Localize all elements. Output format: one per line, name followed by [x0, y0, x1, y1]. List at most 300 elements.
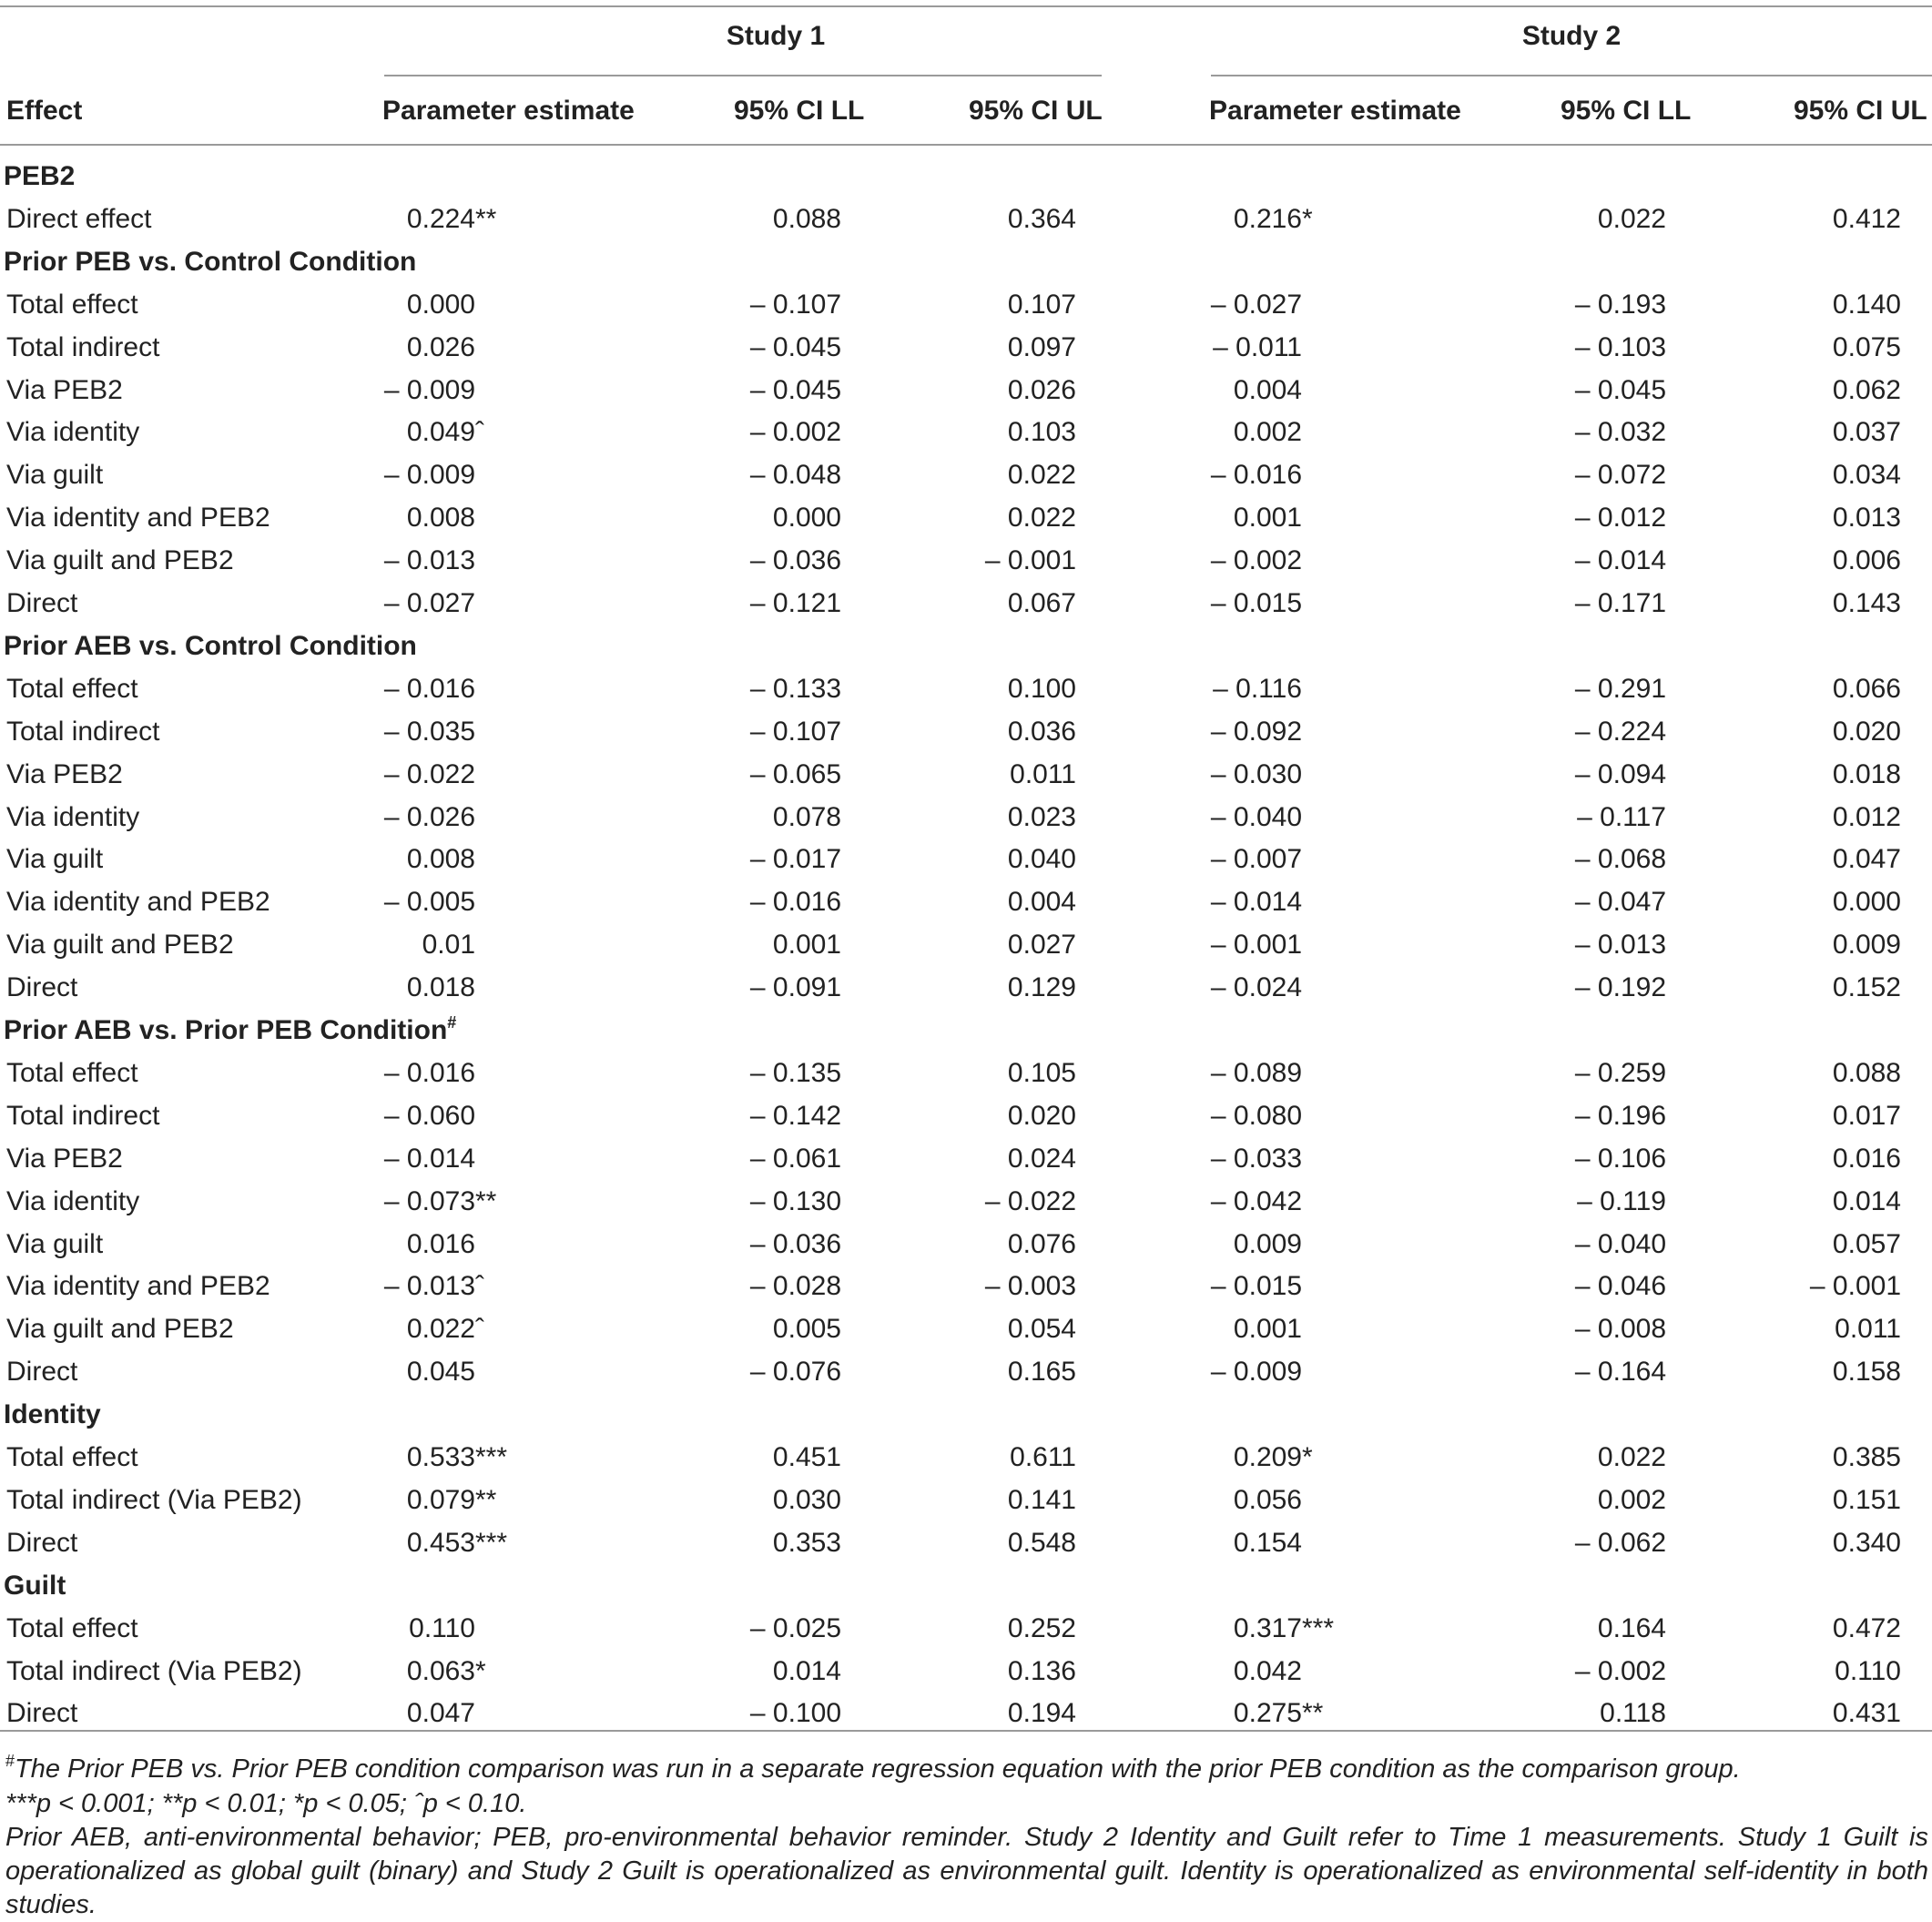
- s2-ul-cell: 0.057: [1832, 1229, 1901, 1259]
- s2-ul-cell: 0.016: [1832, 1144, 1901, 1174]
- s1-param-cell: [275, 1141, 475, 1177]
- estimate-value: 0.453: [406, 1528, 475, 1558]
- estimate-value: – 0.092: [1210, 717, 1302, 747]
- s2-ll-cell: – 0.259: [1574, 1058, 1666, 1088]
- estimate-value: – 0.013: [383, 1271, 475, 1301]
- estimate-value: – 0.002: [1210, 545, 1302, 575]
- s2-ul-cell: 0.151: [1832, 1485, 1901, 1515]
- s1-param-cell: [275, 1653, 486, 1690]
- estimate-value: – 0.080: [1210, 1101, 1302, 1131]
- row-label: Total effect: [6, 1613, 138, 1643]
- s1-ul-cell: 0.011: [1010, 759, 1076, 789]
- s1-ul-cell: 0.076: [1007, 1229, 1076, 1259]
- s2-param-cell: [1102, 927, 1302, 963]
- estimate-value: 0.022: [406, 1314, 475, 1344]
- s2-param-cell: [1102, 1525, 1302, 1561]
- estimate-value: – 0.089: [1210, 1058, 1302, 1088]
- col-s1-ll-header: 95% CI LL: [734, 96, 865, 126]
- s1-ll-cell: – 0.045: [749, 375, 841, 405]
- footnote-hash: [5, 1753, 1928, 1789]
- s1-ll-cell: – 0.121: [749, 588, 841, 618]
- section-heading-text: Prior AEB vs. Control Condition: [4, 631, 417, 661]
- s1-ll-cell: 0.030: [772, 1485, 841, 1515]
- estimate-value: 0.018: [406, 972, 475, 1002]
- s2-ul-cell: 0.143: [1832, 588, 1901, 618]
- s1-ul-cell: 0.107: [1007, 290, 1076, 320]
- s1-ul-cell: 0.136: [1007, 1656, 1076, 1686]
- s1-ll-cell: 0.000: [772, 503, 841, 533]
- estimate-value: 0.275: [1233, 1698, 1302, 1728]
- s2-ll-cell: – 0.164: [1574, 1357, 1666, 1387]
- footnote-marker: #: [447, 1013, 457, 1032]
- s2-param-cell: [1102, 500, 1302, 536]
- s1-param-cell: [275, 1098, 475, 1134]
- s1-param-cell: [275, 671, 475, 707]
- s2-param-cell: [1102, 1098, 1302, 1134]
- s2-ul-cell: 0.158: [1832, 1357, 1901, 1387]
- s1-ul-cell: 0.105: [1007, 1058, 1076, 1088]
- row-label: Via identity: [6, 802, 140, 832]
- col-effect-header: Effect: [6, 96, 83, 126]
- s2-ul-cell: 0.006: [1832, 545, 1901, 575]
- s2-ll-cell: – 0.171: [1574, 588, 1666, 618]
- s2-ll-cell: 0.002: [1597, 1485, 1666, 1515]
- s1-ll-cell: – 0.028: [749, 1271, 841, 1301]
- s1-ll-cell: – 0.048: [749, 460, 841, 490]
- estimate-value: 0.317: [1233, 1613, 1302, 1643]
- s1-ul-cell: 0.040: [1007, 844, 1076, 874]
- row-label: Via identity: [6, 417, 140, 447]
- row-label: Total effect: [6, 674, 138, 704]
- s2-param-cell: [1102, 970, 1302, 1006]
- s1-ul-cell: 0.194: [1007, 1698, 1076, 1728]
- estimate-value: 0.154: [1233, 1528, 1302, 1558]
- s2-ll-cell: – 0.117: [1577, 802, 1666, 832]
- s1-ll-cell: – 0.130: [749, 1186, 841, 1216]
- s1-ul-cell: – 0.001: [984, 545, 1076, 575]
- estimate-value: – 0.033: [1210, 1144, 1302, 1174]
- s2-ll-cell: – 0.103: [1574, 332, 1666, 362]
- s1-ll-cell: – 0.016: [749, 887, 841, 917]
- s2-ll-cell: – 0.012: [1574, 503, 1666, 533]
- s2-param-cell: [1102, 1482, 1302, 1519]
- s2-ll-cell: – 0.192: [1574, 972, 1666, 1002]
- s1-param-cell: [275, 1525, 508, 1561]
- estimate-value: – 0.022: [383, 759, 475, 789]
- estimate-value: 0.000: [406, 290, 475, 320]
- s2-param-cell: [1102, 585, 1302, 622]
- estimate-value: 0.008: [406, 503, 475, 533]
- estimate-value: 0.001: [1233, 503, 1302, 533]
- row-label: Total effect: [6, 1058, 138, 1088]
- row-label: Direct: [6, 1357, 78, 1387]
- s1-param-cell: [275, 1268, 484, 1305]
- s2-param-cell: [1102, 757, 1302, 793]
- s2-ll-cell: – 0.224: [1574, 717, 1666, 747]
- s2-param-cell: [1102, 1653, 1302, 1690]
- row-label: Total indirect (Via PEB2): [6, 1656, 302, 1686]
- s2-ul-cell: 0.152: [1832, 972, 1901, 1002]
- section-heading: [4, 158, 75, 195]
- col-s1-param-header: Parameter estimate: [382, 96, 635, 126]
- s2-ll-cell: – 0.072: [1574, 460, 1666, 490]
- s2-ll-cell: – 0.047: [1574, 887, 1666, 917]
- s1-param-cell: [275, 414, 484, 451]
- s1-param-cell: [275, 1055, 475, 1092]
- col-s1-ul-header: 95% CI UL: [969, 96, 1103, 126]
- s1-ul-cell: 0.097: [1007, 332, 1076, 362]
- s2-ll-cell: – 0.014: [1574, 545, 1666, 575]
- estimate-value: – 0.040: [1210, 802, 1302, 832]
- estimate-value: – 0.030: [1210, 759, 1302, 789]
- study1-header: Study 1: [726, 21, 826, 51]
- significance-marker: **: [475, 204, 497, 234]
- s2-ul-cell: 0.110: [1835, 1656, 1901, 1686]
- significance-marker: **: [1302, 1698, 1324, 1728]
- s1-ll-cell: 0.001: [772, 930, 841, 960]
- s2-param-cell: [1102, 1611, 1335, 1647]
- significance-marker: *: [475, 1656, 486, 1686]
- s1-param-cell: [275, 543, 475, 579]
- s1-ll-cell: – 0.036: [749, 545, 841, 575]
- s2-ul-cell: 0.075: [1832, 332, 1901, 362]
- estimate-value: 0.049: [406, 417, 475, 447]
- s1-param-cell: [275, 372, 475, 409]
- header-rule: [0, 144, 1932, 146]
- s2-ll-cell: – 0.013: [1574, 930, 1666, 960]
- s1-ll-cell: – 0.133: [749, 674, 841, 704]
- section-heading: [4, 1012, 456, 1052]
- section-heading: [4, 1397, 101, 1433]
- estimate-value: 0.01: [422, 930, 475, 960]
- s1-ul-cell: 0.022: [1007, 460, 1076, 490]
- s2-ul-cell: 0.000: [1832, 887, 1901, 917]
- s1-ul-cell: 0.611: [1010, 1442, 1076, 1472]
- row-label: Via guilt and PEB2: [6, 930, 234, 960]
- s2-ul-cell: 0.062: [1832, 375, 1901, 405]
- s1-ll-cell: – 0.025: [749, 1613, 841, 1643]
- study1-rule: [384, 75, 1102, 76]
- row-label: Direct effect: [6, 204, 152, 234]
- row-label: Direct: [6, 972, 78, 1002]
- s2-ll-cell: 0.022: [1597, 204, 1666, 234]
- s1-ll-cell: – 0.002: [749, 417, 841, 447]
- s1-ll-cell: – 0.142: [749, 1101, 841, 1131]
- col-s2-param-header: Parameter estimate: [1209, 96, 1461, 126]
- estimate-value: 0.004: [1233, 375, 1302, 405]
- s1-param-cell: [275, 500, 475, 536]
- s2-param-cell: [1102, 287, 1302, 323]
- row-label: Via guilt and PEB2: [6, 545, 234, 575]
- top-rule: [0, 5, 1932, 7]
- s1-ul-cell: 0.004: [1007, 887, 1076, 917]
- footnote-hash-text: The Prior PEB vs. Prior PEB condition comparison was run in a separate regression equation with the prior PEB condition as the comparison group.: [15, 1754, 1741, 1784]
- s1-ul-cell: 0.022: [1007, 503, 1076, 533]
- s2-ul-cell: 0.037: [1832, 417, 1901, 447]
- s1-param-cell: [275, 970, 475, 1006]
- study2-rule: [1211, 75, 1932, 76]
- s2-ul-cell: 0.018: [1832, 759, 1901, 789]
- s1-ll-cell: – 0.061: [749, 1144, 841, 1174]
- s2-ul-cell: 0.140: [1832, 290, 1901, 320]
- s1-param-cell: [275, 1184, 497, 1220]
- s1-ll-cell: 0.451: [772, 1442, 841, 1472]
- s1-ll-cell: – 0.065: [749, 759, 841, 789]
- row-label: Via PEB2: [6, 759, 123, 789]
- s2-ul-cell: 0.013: [1832, 503, 1901, 533]
- s2-param-cell: [1102, 1311, 1302, 1347]
- s2-param-cell: [1102, 1055, 1302, 1092]
- s1-ll-cell: 0.005: [772, 1314, 841, 1344]
- estimate-value: 0.216: [1233, 204, 1302, 234]
- s1-param-cell: [275, 287, 475, 323]
- significance-marker: ***: [1302, 1613, 1335, 1643]
- s2-param-cell: [1102, 330, 1302, 366]
- estimate-value: – 0.009: [1210, 1357, 1302, 1387]
- footnote-mark: #: [5, 1752, 15, 1770]
- s1-param-cell: [275, 714, 475, 750]
- s2-param-cell: [1102, 372, 1302, 409]
- s1-ul-cell: 0.027: [1007, 930, 1076, 960]
- s1-ll-cell: 0.353: [772, 1528, 841, 1558]
- s2-ul-cell: 0.066: [1832, 674, 1901, 704]
- significance-marker: ***: [475, 1442, 508, 1472]
- row-label: Via guilt: [6, 460, 104, 490]
- s2-ll-cell: – 0.068: [1574, 844, 1666, 874]
- s1-ul-cell: 0.252: [1007, 1613, 1076, 1643]
- significance-marker: ˆ: [475, 417, 484, 447]
- row-label: Total indirect (Via PEB2): [6, 1485, 302, 1515]
- bottom-rule: [0, 1730, 1932, 1732]
- s2-ll-cell: – 0.032: [1574, 417, 1666, 447]
- s1-ll-cell: – 0.076: [749, 1357, 841, 1387]
- section-heading-text: Identity: [4, 1399, 101, 1429]
- estimate-value: – 0.027: [383, 588, 475, 618]
- s2-ll-cell: – 0.193: [1574, 290, 1666, 320]
- row-label: Via PEB2: [6, 375, 123, 405]
- row-label: Total indirect: [6, 1101, 160, 1131]
- estimate-value: – 0.014: [383, 1144, 475, 1174]
- s2-param-cell: [1102, 414, 1302, 451]
- s1-param-cell: [275, 927, 475, 963]
- row-label: Via identity and PEB2: [6, 1271, 270, 1301]
- s2-ul-cell: 0.012: [1832, 802, 1901, 832]
- s1-ul-cell: 0.141: [1007, 1485, 1076, 1515]
- row-label: Via guilt: [6, 1229, 104, 1259]
- s2-ul-cell: – 0.001: [1809, 1271, 1901, 1301]
- s1-param-cell: [275, 457, 475, 493]
- s2-ul-cell: 0.431: [1832, 1698, 1901, 1728]
- s2-ul-cell: 0.412: [1832, 204, 1901, 234]
- row-label: Via identity and PEB2: [6, 887, 270, 917]
- s1-ul-cell: 0.054: [1007, 1314, 1076, 1344]
- significance-marker: **: [475, 1186, 497, 1216]
- s2-ll-cell: – 0.046: [1574, 1271, 1666, 1301]
- significance-marker: ˆ: [475, 1314, 484, 1344]
- s2-param-cell: [1102, 457, 1302, 493]
- s1-ul-cell: – 0.003: [984, 1271, 1076, 1301]
- estimate-value: 0.047: [406, 1698, 475, 1728]
- estimate-value: 0.056: [1233, 1485, 1302, 1515]
- s1-ll-cell: – 0.036: [749, 1229, 841, 1259]
- estimate-value: – 0.027: [1210, 290, 1302, 320]
- row-label: Direct: [6, 1528, 78, 1558]
- s2-param-cell: [1102, 1184, 1302, 1220]
- estimate-value: – 0.009: [383, 375, 475, 405]
- s1-param-cell: [275, 799, 475, 836]
- row-label: Total indirect: [6, 717, 160, 747]
- significance-marker: ***: [475, 1528, 508, 1558]
- s1-param-cell: [275, 1226, 475, 1263]
- estimate-value: – 0.016: [1210, 460, 1302, 490]
- s1-ll-cell: – 0.091: [749, 972, 841, 1002]
- s2-ul-cell: 0.034: [1832, 460, 1901, 490]
- s1-ll-cell: – 0.107: [749, 717, 841, 747]
- estimate-value: 0.063: [406, 1656, 475, 1686]
- significance-marker: *: [1302, 204, 1313, 234]
- s1-ll-cell: – 0.017: [749, 844, 841, 874]
- s1-ul-cell: 0.024: [1007, 1144, 1076, 1174]
- estimate-value: – 0.015: [1210, 1271, 1302, 1301]
- s2-ll-cell: – 0.062: [1574, 1528, 1666, 1558]
- row-label: Total effect: [6, 290, 138, 320]
- estimate-value: – 0.016: [383, 674, 475, 704]
- s1-ll-cell: 0.088: [772, 204, 841, 234]
- row-label: Direct: [6, 588, 78, 618]
- s1-param-cell: [275, 330, 475, 366]
- row-label: Total indirect: [6, 332, 160, 362]
- estimate-value: 0.008: [406, 844, 475, 874]
- estimate-value: 0.110: [409, 1613, 475, 1643]
- s1-ul-cell: 0.548: [1007, 1528, 1076, 1558]
- s2-ul-cell: 0.047: [1832, 844, 1901, 874]
- col-s2-ll-header: 95% CI LL: [1561, 96, 1692, 126]
- estimate-value: 0.001: [1233, 1314, 1302, 1344]
- s2-ll-cell: 0.118: [1600, 1698, 1666, 1728]
- estimate-value: – 0.042: [1210, 1186, 1302, 1216]
- s1-ll-cell: 0.014: [772, 1656, 841, 1686]
- estimate-value: 0.045: [406, 1357, 475, 1387]
- estimate-value: 0.224: [406, 204, 475, 234]
- section-heading-text: Prior PEB vs. Control Condition: [4, 247, 417, 277]
- section-heading-text: PEB2: [4, 161, 76, 191]
- s1-ll-cell: – 0.135: [749, 1058, 841, 1088]
- estimate-value: 0.042: [1233, 1656, 1302, 1686]
- s1-param-cell: [275, 1695, 475, 1732]
- footnote-abbreviations: Prior AEB, anti-environmental behavior; PEB, pro-environmental behavior reminder. Study 2 Identity and Guilt refer to Time 1 measurements. Study 1 Guilt is operationalized as global guilt (binary) and Study 2 Guilt is operationalized as environmental guilt. Identity is operationalized as environmental self-identity in both studies.: [5, 1823, 1928, 1919]
- s1-param-cell: [275, 1482, 497, 1519]
- s1-ul-cell: 0.103: [1007, 417, 1076, 447]
- estimate-value: – 0.016: [383, 1058, 475, 1088]
- s2-param-cell: [1102, 1268, 1302, 1305]
- s1-ul-cell: 0.129: [1007, 972, 1076, 1002]
- s2-ul-cell: 0.017: [1832, 1101, 1901, 1131]
- s2-param-cell: [1102, 714, 1302, 750]
- s2-param-cell: [1102, 1141, 1302, 1177]
- s1-ll-cell: 0.078: [772, 802, 841, 832]
- section-heading: [4, 1568, 66, 1604]
- s2-ul-cell: 0.011: [1835, 1314, 1901, 1344]
- s1-param-cell: [275, 841, 475, 878]
- significance-marker: ˆ: [475, 1271, 484, 1301]
- study2-header: Study 2: [1521, 21, 1622, 51]
- s2-ll-cell: – 0.045: [1574, 375, 1666, 405]
- s2-ul-cell: 0.020: [1832, 717, 1901, 747]
- estimate-value: – 0.035: [383, 717, 475, 747]
- estimate-value: – 0.116: [1213, 674, 1302, 704]
- row-label: Via guilt and PEB2: [6, 1314, 234, 1344]
- section-heading: [4, 244, 416, 280]
- s2-ll-cell: – 0.094: [1574, 759, 1666, 789]
- s2-ll-cell: – 0.119: [1577, 1186, 1666, 1216]
- significance-marker: **: [475, 1485, 497, 1515]
- s1-ul-cell: 0.100: [1007, 674, 1076, 704]
- s2-ll-cell: 0.022: [1597, 1442, 1666, 1472]
- s2-param-cell: [1102, 841, 1302, 878]
- footnote-significance: ***p < 0.001; **p < 0.01; *p < 0.05; ˆp < 0.10.: [5, 1789, 527, 1818]
- s2-ll-cell: – 0.040: [1574, 1229, 1666, 1259]
- estimate-value: – 0.011: [1213, 332, 1302, 362]
- estimate-value: – 0.026: [383, 802, 475, 832]
- estimate-value: 0.079: [406, 1485, 475, 1515]
- estimate-value: – 0.073: [383, 1186, 475, 1216]
- estimate-value: – 0.013: [383, 545, 475, 575]
- s2-param-cell: [1102, 799, 1302, 836]
- row-label: Via identity and PEB2: [6, 503, 270, 533]
- s2-param-cell: [1102, 1439, 1313, 1476]
- estimate-value: – 0.007: [1210, 844, 1302, 874]
- s1-param-cell: [275, 1439, 508, 1476]
- section-heading-text: Prior AEB vs. Prior PEB Condition: [4, 1015, 448, 1045]
- s1-param-cell: [275, 884, 475, 920]
- s1-param-cell: [275, 757, 475, 793]
- estimate-value: – 0.015: [1210, 588, 1302, 618]
- s1-ul-cell: 0.020: [1007, 1101, 1076, 1131]
- s1-ul-cell: 0.165: [1007, 1357, 1076, 1387]
- s2-ll-cell: – 0.196: [1574, 1101, 1666, 1131]
- s2-ll-cell: – 0.291: [1574, 674, 1666, 704]
- row-label: Total effect: [6, 1442, 138, 1472]
- s2-ul-cell: 0.472: [1832, 1613, 1901, 1643]
- estimate-value: – 0.005: [383, 887, 475, 917]
- s1-param-cell: [275, 1354, 475, 1390]
- s2-param-cell: [1102, 671, 1302, 707]
- estimate-value: 0.002: [1233, 417, 1302, 447]
- estimate-value: 0.016: [406, 1229, 475, 1259]
- s2-ll-cell: – 0.106: [1574, 1144, 1666, 1174]
- s2-param-cell: [1102, 1226, 1302, 1263]
- s2-ul-cell: 0.340: [1832, 1528, 1901, 1558]
- s1-param-cell: [275, 585, 475, 622]
- s1-ll-cell: – 0.100: [749, 1698, 841, 1728]
- s2-ul-cell: 0.014: [1832, 1186, 1901, 1216]
- s1-ul-cell: 0.036: [1007, 717, 1076, 747]
- s1-param-cell: [275, 201, 497, 238]
- s1-ul-cell: 0.023: [1007, 802, 1076, 832]
- estimate-value: – 0.024: [1210, 972, 1302, 1002]
- s1-ul-cell: – 0.022: [984, 1186, 1076, 1216]
- s2-param-cell: [1102, 1354, 1302, 1390]
- s1-param-cell: [275, 1311, 484, 1347]
- estimate-value: 0.026: [406, 332, 475, 362]
- section-heading: [4, 628, 417, 665]
- s2-param-cell: [1102, 201, 1313, 238]
- section-heading-text: Guilt: [4, 1571, 66, 1601]
- s2-param-cell: [1102, 543, 1302, 579]
- col-s2-ul-header: 95% CI UL: [1794, 96, 1927, 126]
- s2-ul-cell: 0.088: [1832, 1058, 1901, 1088]
- estimate-value: – 0.014: [1210, 887, 1302, 917]
